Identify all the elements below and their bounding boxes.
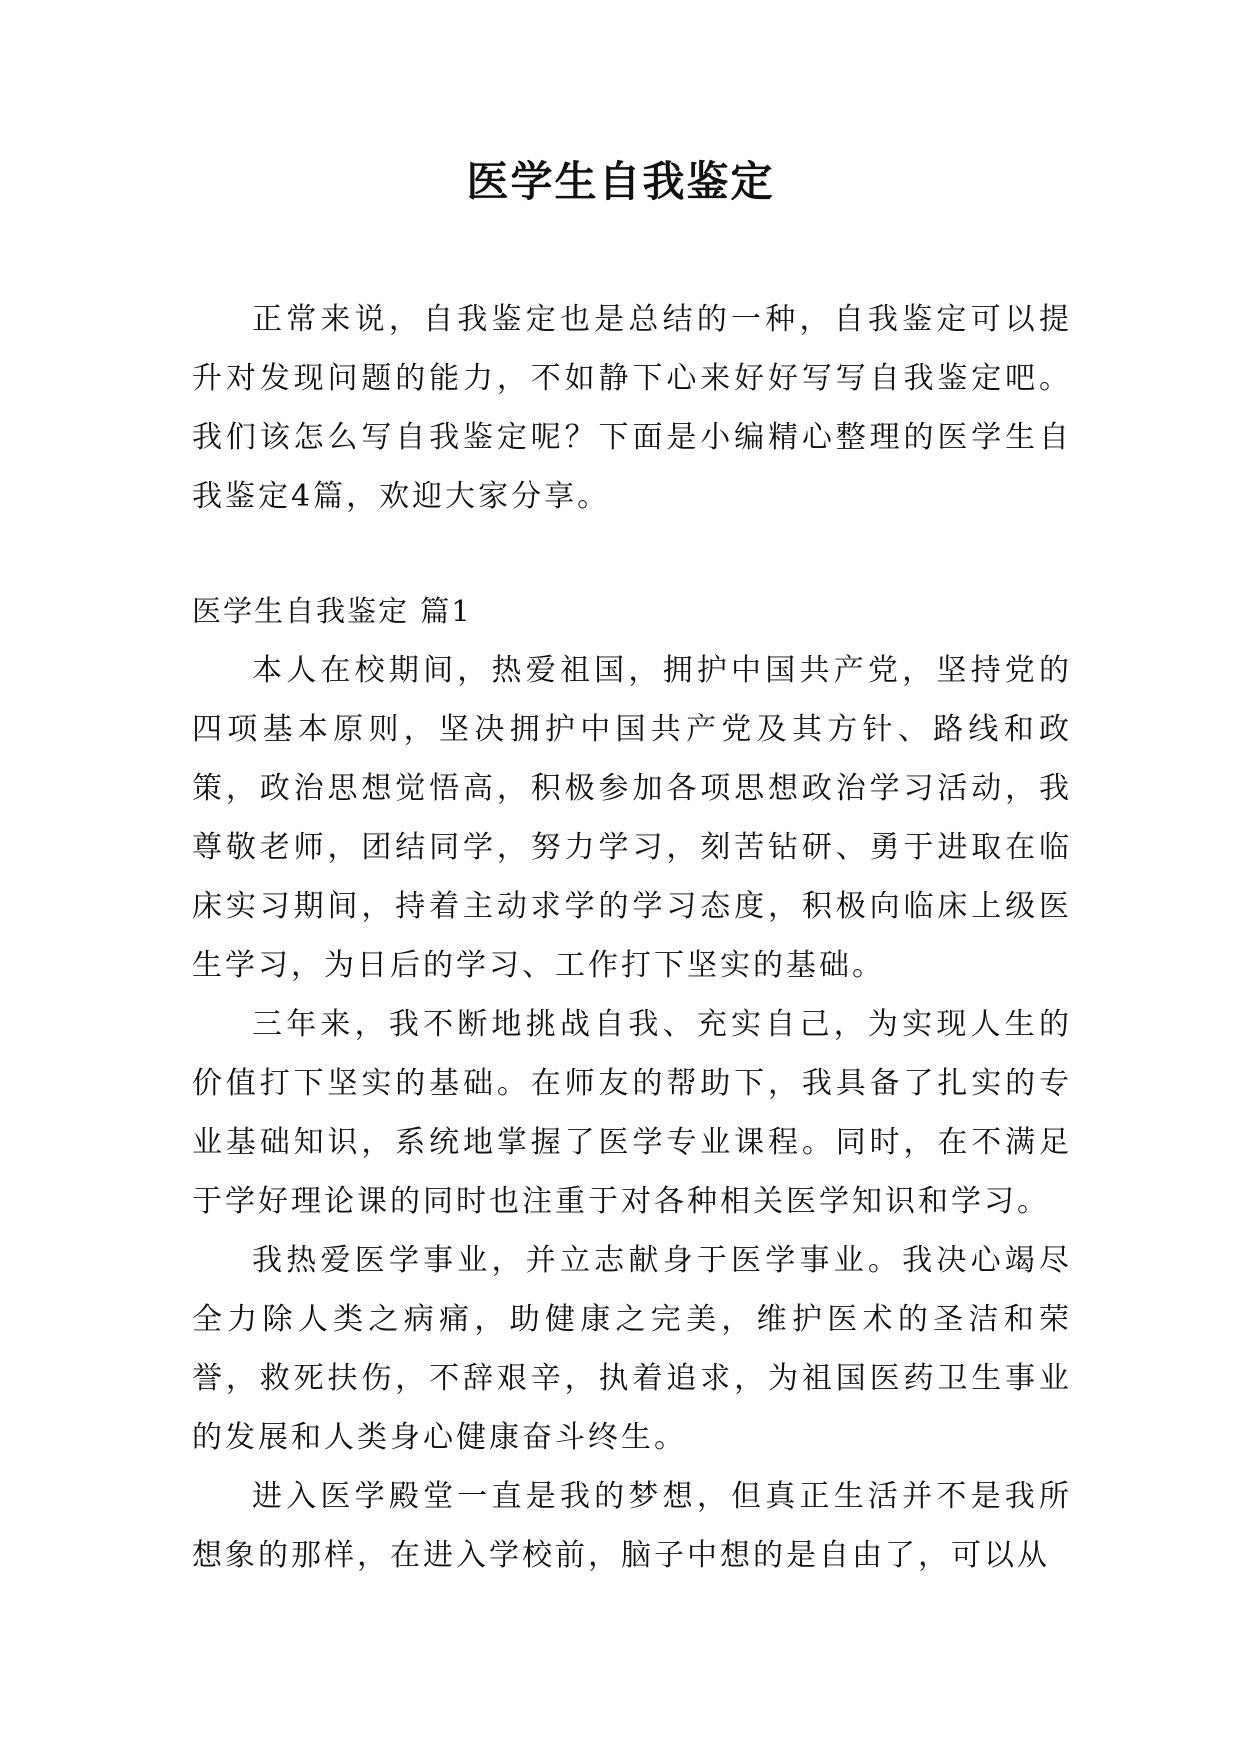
document-title: 医学生自我鉴定 <box>466 157 775 206</box>
intro-paragraph: 正常来说，自我鉴定也是总结的一种，自我鉴定可以提升对发现问题的能力，不如静下心来好好写写自我鉴定吧。我们该怎么写自我鉴定呢？下面是小编精心整理的医学生自我鉴定4篇，欢迎大家分享。 <box>192 302 1072 514</box>
section-heading: 医学生自我鉴定 篇1 <box>192 594 472 628</box>
body-paragraph-3: 我热爱医学事业，并立志献身于医学事业。我决心竭尽全力除人类之病痛，助健康之完美，维护医术的圣洁和荣誉，救死扶伤，不辞艰辛，执着追求，为祖国医药卫生事业的发展和人类身心健康奋斗终生。 <box>192 1243 1072 1455</box>
body-paragraph-4: 进入医学殿堂一直是我的梦想，但真正生活并不是我所想象的那样，在进入学校前，脑子中想的是自由了，可以从 <box>192 1479 1072 1573</box>
document-body <box>192 290 1072 1585</box>
body-paragraph-1: 本人在校期间，热爱祖国，拥护中国共产党，坚持党的四项基本原则，坚决拥护中国共产党及其方针、路线和政策，政治思想觉悟高，积极参加各项思想政治学习活动，我尊敬老师，团结同学，努力学习，刻苦钻研、勇于进取在临床实习期间，持着主动求学的学习态度，积极向临床上级医生学习，为日后的学习、工作打下坚实的基础。 <box>192 653 1072 983</box>
body-paragraph-2: 三年来，我不断地挑战自我、充实自己，为实现人生的价值打下坚实的基础。在师友的帮助下，我具备了扎实的专业基础知识，系统地掌握了医学专业课程。同时，在不满足于学好理论课的同时也注重于对各种相关医学知识和学习。 <box>192 1007 1072 1219</box>
